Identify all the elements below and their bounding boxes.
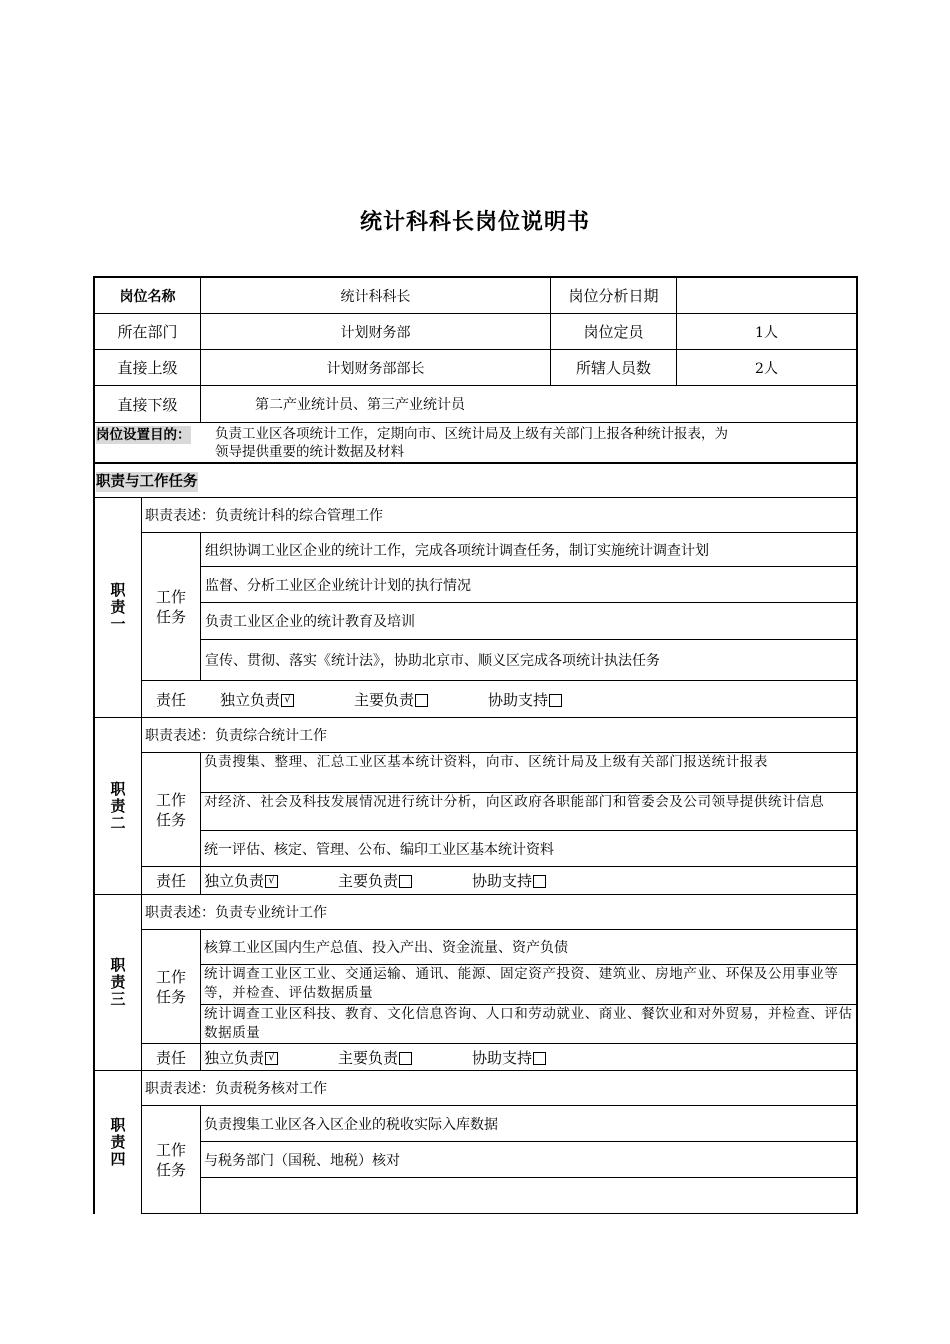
duty-1-task-label: 工作任务 — [155, 587, 186, 626]
duty-2-task-1: 负责搜集、整理、汇总工业区基本统计资料，向市、区统计局及上级有关部门报送统计报表 — [204, 754, 768, 770]
option-primary: 主要负责 — [354, 690, 415, 709]
analysis-date-value — [677, 278, 856, 313]
checkbox-icon[interactable] — [399, 1052, 412, 1065]
checkbox-icon[interactable] — [533, 875, 546, 888]
purpose-text-line1: 负责工业区各项统计工作，定期向市、区统计局及上级有关部门上报各种统计报表，为 — [215, 426, 728, 442]
duty-1-name: 职责一 — [108, 582, 127, 633]
duty-3-name: 职责三 — [108, 957, 127, 1008]
subordinates-value: 第二产业统计员、第三产业统计员 — [255, 397, 465, 413]
option-independent: 独立负责 — [204, 1048, 265, 1067]
purpose-label: 岗位设置目的： — [96, 427, 191, 443]
duty-4-task-label: 工作任务 — [155, 1140, 186, 1179]
supervisor-value: 计划财务部部长 — [326, 360, 425, 377]
duty-3-task-2: 统计调查工业区工业、交通运输、通讯、能源、固定资产投资、建筑业、房地产业、环保及公用事业等等，并检查、评估数据质量 — [204, 966, 839, 1001]
duty-2-resp-options — [204, 867, 804, 894]
analysis-date-label: 岗位分析日期 — [568, 287, 659, 305]
supervisor-label: 直接上级 — [117, 359, 178, 377]
checkbox-icon[interactable] — [549, 694, 562, 707]
option-primary: 主要负责 — [338, 1048, 399, 1067]
duty-3-task-label: 工作任务 — [155, 967, 186, 1006]
duty-2-description: 职责表述：负责综合统计工作 — [145, 728, 327, 744]
subordinate-count-value: 2人 — [755, 360, 778, 377]
option-support: 协助支持 — [472, 872, 533, 890]
option-support: 协助支持 — [488, 690, 549, 709]
duty-2-task-label: 工作任务 — [155, 790, 186, 829]
duty-3-task-1: 核算工业区国内生产总值、投入产出、资金流量、资产负债 — [204, 940, 568, 956]
duty-2-task-2: 对经济、社会及科技发展情况进行统计分析，向区政府各职能部门和管委会及公司领导提供统计信息 — [204, 794, 825, 810]
duty-1-resp-label: 责任 — [155, 690, 186, 709]
duty-4-label — [95, 1071, 141, 1214]
option-support: 协助支持 — [472, 1048, 533, 1067]
subordinate-count-label: 所辖人员数 — [575, 359, 651, 377]
duty-1-description: 职责表述：负责统计科的综合管理工作 — [145, 508, 383, 524]
duty-1-task-3: 负责工业区企业的统计教育及培训 — [205, 614, 415, 630]
headcount-value: 1人 — [755, 324, 778, 341]
checkbox-icon[interactable] — [399, 875, 412, 888]
duty-3-description: 职责表述：负责专业统计工作 — [145, 905, 327, 921]
checkbox-checked-icon[interactable]: √ — [265, 1052, 278, 1065]
duty-4-task-2: 与税务部门（国税、地税）核对 — [204, 1152, 400, 1169]
position-name-value: 统计科科长 — [340, 288, 411, 305]
department-value: 计划财务部 — [340, 324, 411, 341]
duty-4-description: 职责表述：负责税务核对工作 — [145, 1081, 327, 1097]
duty-1-task-1: 组织协调工业区企业的统计工作，完成各项统计调查任务，制订实施统计调查计划 — [205, 542, 709, 559]
duty-1-label — [95, 498, 141, 717]
purpose-text-line2: 领导提供重要的统计数据及材料 — [215, 444, 404, 460]
duty-4-task-3 — [204, 1178, 854, 1213]
page-title: 统计科科长岗位说明书 — [359, 210, 590, 235]
department-label: 所在部门 — [117, 323, 178, 341]
checkbox-checked-icon[interactable]: √ — [265, 875, 278, 888]
position-name-label: 岗位名称 — [119, 288, 176, 305]
checkbox-checked-icon[interactable]: √ — [281, 694, 294, 707]
option-independent: 独立负责 — [220, 690, 281, 709]
option-independent: 独立负责 — [204, 872, 265, 890]
option-primary: 主要负责 — [338, 872, 399, 890]
duty-2-task-3: 统一评估、核定、管理、公布、编印工业区基本统计资料 — [204, 841, 554, 858]
section-title: 职责与工作任务 — [96, 474, 198, 490]
headcount-label: 岗位定员 — [583, 323, 644, 341]
duty-4-task-1: 负责搜集工业区各入区企业的税收实际入库数据 — [204, 1116, 498, 1133]
duty-1-task-4: 宣传、贯彻、落实《统计法》，协助北京市、顺义区完成各项统计执法任务 — [205, 653, 660, 669]
duty-2-resp-label: 责任 — [155, 872, 186, 890]
duty-2-label — [95, 718, 141, 894]
duty-1-task-2: 监督、分析工业区企业统计计划的执行情况 — [205, 577, 471, 594]
duty-2-name: 职责二 — [108, 780, 127, 832]
checkbox-icon[interactable] — [533, 1052, 546, 1065]
duty-3-task-3: 统计调查工业区科技、教育、文化信息咨询、人口和劳动就业、商业、餐饮业和对外贸易，并检查、评估数据质量 — [204, 1006, 853, 1041]
duty-1-resp-options — [220, 681, 820, 717]
duty-3-label — [95, 895, 141, 1070]
duty-3-resp-options — [204, 1044, 804, 1070]
subordinates-label: 直接下级 — [117, 395, 178, 414]
duty-4-name: 职责四 — [108, 1117, 127, 1168]
checkbox-icon[interactable] — [415, 694, 428, 707]
duty-3-resp-label: 责任 — [155, 1048, 186, 1067]
